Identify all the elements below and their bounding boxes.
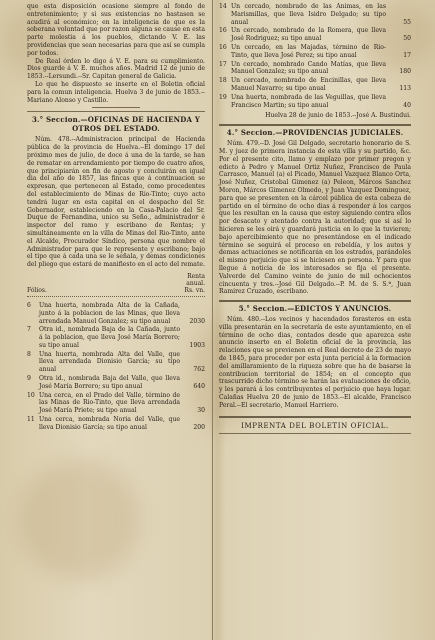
item-number: 11 <box>27 416 35 424</box>
item-description: Un cercado, nombrado Cando Matías, que lleva Manuel Gonzalez; su tipo anual <box>231 60 386 76</box>
item-description: Un cercado, nombrado de la Romera, que lleva José Rodriguez; su tipo anual <box>231 27 386 43</box>
folios-header: Fólios. <box>27 286 47 294</box>
rent-item <box>27 416 205 432</box>
item-number: 18 <box>219 77 227 85</box>
rent-item <box>27 326 205 349</box>
section-3-subtitle: OTROS DEL ESTADO. <box>72 124 160 134</box>
item-rent-value: 640 <box>193 382 205 390</box>
rent-table-header <box>27 273 205 294</box>
section-5-body: Núm. 480.--Los vecinos y hacendados forasteros en esta villa presentarán en la secretaría de este ayuntamiento, en el término de ocho dias, contados desde que aparezca este anuncio inserto en el Boletin oficial de la provincia, las relaciones que se previenen en el Real decreto de 23 de mayo de 1845, para proceder por esta junta pericial á la formacion del amillaramiento de la riqueza sobre que ha de basarse la contribucion territorial de 1854; en el concepto que trascurrido dicho término se harán las evaluaciones de oficio, y les parará á los contribuyentes el perjuicio que haya lugar. Calañas Huelva 20 de junio de 1853.--El alcalde, Francisco Peral.--El secretario, Manuel Harriero. <box>219 316 411 409</box>
item-description: Una huerta, nombrada Alta del Valle, que lleva arrendada Dionisio García; su tipo anual <box>39 350 180 374</box>
separator <box>92 107 140 108</box>
right-column <box>219 3 411 437</box>
separator <box>219 124 411 126</box>
item-number: 8 <box>27 350 31 358</box>
rent-item <box>219 94 411 110</box>
item-number: 14 <box>219 3 227 10</box>
rent-list-left <box>27 302 205 432</box>
item-number: 19 <box>219 93 227 101</box>
item-description: Un cercado, nombrado de las Animas, en las Marismillas, que lleva Isidro Delgado; su tipo anual <box>231 3 386 26</box>
item-number: 10 <box>27 391 35 399</box>
section-3-body: Núm. 478.--Administracion principal de Hacienda pública de la provincia de Huelva.--El domingo 17 del próximo mes de julio, de doce á una de la tarde, se han de rematar en arrendamiento por tiempo de cuatro años, que principiarán en fin de agosto y concluirán en igual dia del año de 1857, las fincas que á continuacion se expresan, que pertenecen al Estado, como procedentes del establecimiento de Minas de Rio-Tinto; cuyo acto tendrá lugar en esta capital en el despacho del Sr. Gobernador, estableciendo en la Casa-Palacio del Sr. Duque de Fernandina, unico su Seño., administrador é inspector del ramo y escribano de Rentas; y simultáneamente en la villa de Minas del Rio-Tinto, ante el Alcalde, Procurador Síndico, persona que nombre el Administrador para que le represente y escribano; bajo el tipo que á cada una se le señala, y demas condiciones del pliego que estará de manifiesto en el acto del remate. <box>27 136 205 269</box>
item-rent-value: 113 <box>399 84 411 92</box>
separator <box>219 433 411 434</box>
rent-item <box>27 302 205 325</box>
item-rent-value: 1903 <box>189 341 205 349</box>
governor-note: Lo que he dispuesto se inserte en el Boletin oficial para la comun inteligencia. Huelva 3 de junio de 1853.--Mariano Alonso y Castillo. <box>27 80 205 104</box>
renta-header: Renta anual. Rs. vn. <box>184 272 205 294</box>
item-number: 16 <box>219 43 227 51</box>
item-rent-value: 17 <box>403 51 411 59</box>
separator <box>219 300 411 302</box>
section-3-title: 3.° Seccion.—OFICINAS DE HACIENDA Y <box>31 115 201 125</box>
item-description: Una cerca, nombrada Noria del Valle, que lleva Dionisio García; su tipo anual <box>39 416 180 431</box>
rent-item <box>27 351 205 374</box>
item-description: Una huerta, nombrada de las Veguillas, que lleva Francisco Martin; su tipo anual <box>231 93 386 109</box>
section-5-title: 5.° Seccion.—EDICTOS Y ANUNCIOS. <box>238 304 392 314</box>
item-description: Una huerta, nombrada Alta de la Cañada, junto á la poblacion de las Minas, que lleva arrendada Manuel Gonzalez; su tipo anual <box>39 301 180 325</box>
item-number: 17 <box>219 60 227 68</box>
rent-item <box>219 77 411 93</box>
rent-item <box>219 61 411 77</box>
rent-item <box>219 27 411 43</box>
item-rent-value: 200 <box>193 423 205 431</box>
section-4-body: Núm. 479.--D. José Gil Delgado, secretario honorario de S. M. y juez de primera instancia de esta villa y su partido, &c. Por el presente cito, llamo y emplazo por primer pregon y edicto á Pedro y Manuel Ortiz Nuñez, Francisco de Paula Carrasco, Manuel (a) el Picado, Manuel Vazquez Blanco Orta, José Nuñez, Cristobal Gimenez (a) Peleon, Márcos Sanchez Moron, Márcos Gimenez Olmedo, y Juan Vazquez Dominguez, para que se presenten en la cárcel pública de esta cabeza de partido en el término de ocho dias á responder á los cargos que les resultan en la causa que estoy siguiendo contra ellos por desacato y atentado contra la autoridad; que si así lo hicieren se les oirá y guardará justicia en lo que la tuvieren; bajo apercibimiento que no presentándose en el indicado término se seguirá el proceso en rebeldía, y los autos y demas actuaciones se notificarán en los estrados, parándoles el mismo perjuicio que si se hiciesen en persona. Y para que llegue á noticia de los interesados se fija el presente. Valverde del Camino veinte de junio de mil ochocientos cincuenta y tres.--José Gil Delgado.--P. M. de S. S.ª, Juan Ramirez Cruzado, escribano. <box>219 140 411 296</box>
separator <box>27 111 205 112</box>
left-column <box>27 3 205 433</box>
rent-list-right <box>219 3 411 109</box>
item-rent-value: 762 <box>193 366 205 374</box>
item-description: Un cercado, en las Majadas, término de Rio-Tinto, que lleva José Perez; su tipo anual <box>231 43 386 59</box>
printer-imprint: IMPRENTA DEL BOLETIN OFICIAL. <box>241 421 389 430</box>
separator <box>219 416 411 418</box>
section-4-title: 4.° Seccion.—PROVIDENCIAS JUDICIALES. <box>226 128 404 138</box>
rent-item <box>219 3 411 26</box>
item-rent-value: 55 <box>403 18 411 26</box>
item-number: 6 <box>27 301 31 309</box>
table-rule <box>27 296 205 297</box>
item-rent-value: 30 <box>197 407 205 415</box>
item-number: 7 <box>27 326 31 334</box>
item-description: Un cercado, nombrado de Encinillas, que lleva Manuel Navarro; su tipo anual <box>231 77 386 92</box>
royal-order-text: que esta disposición ocasione siempre al fondo de entretenimiento; y si sus existencias no bastasen se acudirá al económico; en la inteligencia de que es la soberana voluntad que por razon alguna se cause en esta parte molestia á los pueblos, dictando V. E. las providencias que sean necesarias para que así se cumpla por todos. <box>27 3 205 57</box>
stain <box>20 460 140 580</box>
item-rent-value: 2030 <box>189 317 205 325</box>
column-divider <box>212 0 213 640</box>
item-number: 9 <box>27 375 31 383</box>
rent-item <box>27 392 205 415</box>
rent-item <box>27 375 205 391</box>
item-description: Otra id., nombrada Baja de la Cañada, junto á la poblacion, que lleva José María Borrero; su tipo anual <box>39 326 180 349</box>
rent-item <box>219 44 411 60</box>
royal-order-closing: De Real órden lo digo á V. E. para su cumplimiento. Dios guarde á V. E. muchos años. Madrid 12 de junio de 1853.--Lersundi.--Sr. Capitan general de Galicia. <box>27 57 205 81</box>
item-description: Otra id., nombrada Baja del Valle, que lleva José María Borrero; su tipo anual <box>39 375 180 390</box>
item-rent-value: 180 <box>399 68 411 76</box>
item-number: 16 <box>219 27 227 35</box>
item-rent-value: 40 <box>403 101 411 109</box>
item-description: Una cerca, en el Prado del Valle, término de las Minas de Rio-Tinto, que lleva arrendada José María Priete; su tipo anual <box>39 391 180 415</box>
hacienda-signature: Huelva 28 de junio de 1853.--José A. Bustindui. <box>265 112 411 120</box>
item-rent-value: 50 <box>403 35 411 43</box>
